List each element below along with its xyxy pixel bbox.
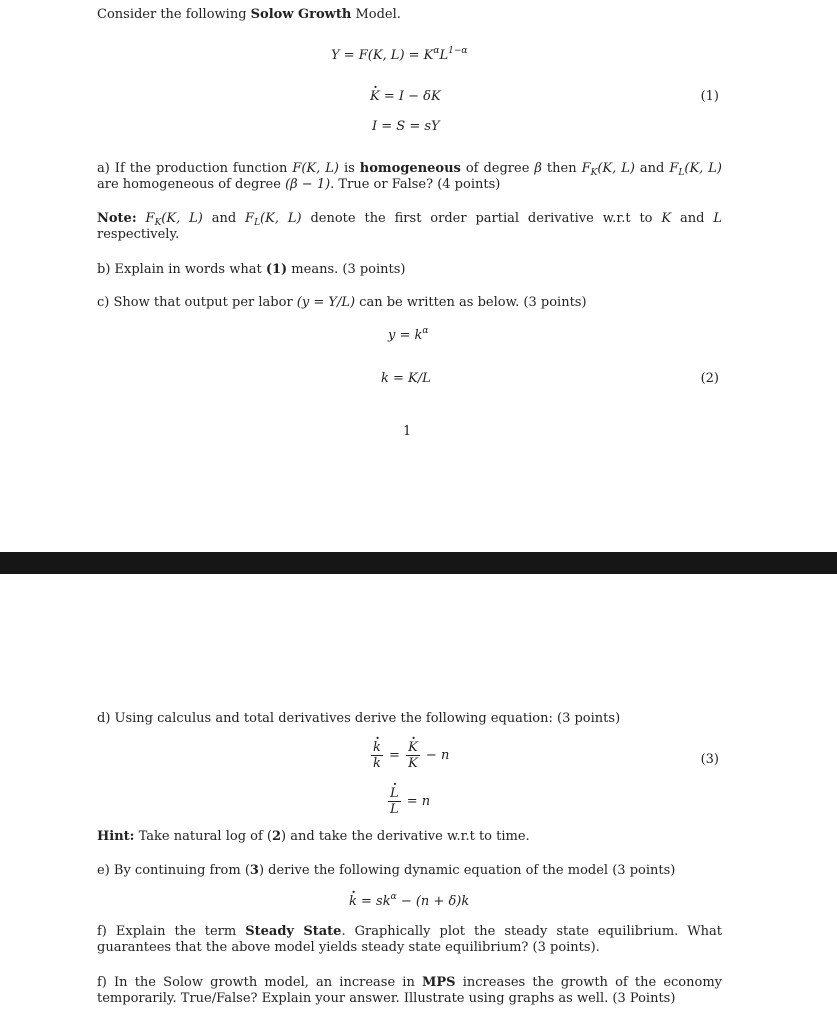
question-b: b) Explain in words what (1) means. (3 points): [97, 262, 406, 277]
question-f-steady-state: f) Explain the term Steady State. Graphically plot the steady state equilibrium. What guarantees that the above model yields steady state equilibrium? (3 points).: [97, 924, 723, 955]
question-f-mps: f) In the Solow growth model, an increase in MPS increases the growth of the economy temporarily. True/False? Explain your answer. Illustrate using graphs as well. (3 Points): [97, 975, 723, 1006]
dynamic-equation: · $k = sk^\alpha - (n + \delta)k$: [349, 894, 469, 909]
labor-growth-equation: · $\frac{L}{L}$ = n: [386, 786, 430, 817]
capital-accumulation-equation: · K = I − δK: [370, 89, 441, 104]
note-text: Note: $F_K(K$, L) and $F_L(K$, L) denote the first order partial derivative w.r.t to K and L respectively.: [97, 211, 722, 242]
page-separator: [0, 552, 837, 574]
equation-number-2: (2): [700, 371, 719, 386]
intro-text: Consider the following Solow Growth Model.: [97, 7, 401, 22]
question-a: a) If the production function F(K, L) is homogeneous of degree β then $F_K(K$, L) and $F_L(K$, L) are homogeneous of degree (β − 1). True or False? (4 points): [97, 161, 722, 192]
capital-per-labor-equation: k = K/L: [381, 371, 431, 386]
question-e: e) By continuing from (3) derive the following dynamic equation of the model (3 points): [97, 863, 676, 878]
investment-savings-equation: I = S = sY: [372, 119, 440, 134]
page-number: 1: [403, 424, 412, 439]
question-d: d) Using calculus and total derivatives derive the following equation: (3 points): [97, 711, 621, 726]
production-function-equation: Y = F(K, $L) = K^\alpha L^{1-\alpha}$: [331, 46, 468, 63]
question-c: c) Show that output per labor (y = Y/L) can be written as below. (3 points): [97, 295, 587, 310]
equation-number-1: (1): [700, 89, 719, 104]
equation-number-3: (3): [700, 752, 719, 767]
hint-text: Hint: Take natural log of (2) and take the derivative w.r.t to time.: [97, 829, 530, 844]
output-per-labor-equation: $y = k^\alpha$: [388, 326, 429, 343]
growth-rate-equation: · $\frac{k}{k}$ = · $\frac{K}{K}$ − n: [369, 740, 449, 771]
